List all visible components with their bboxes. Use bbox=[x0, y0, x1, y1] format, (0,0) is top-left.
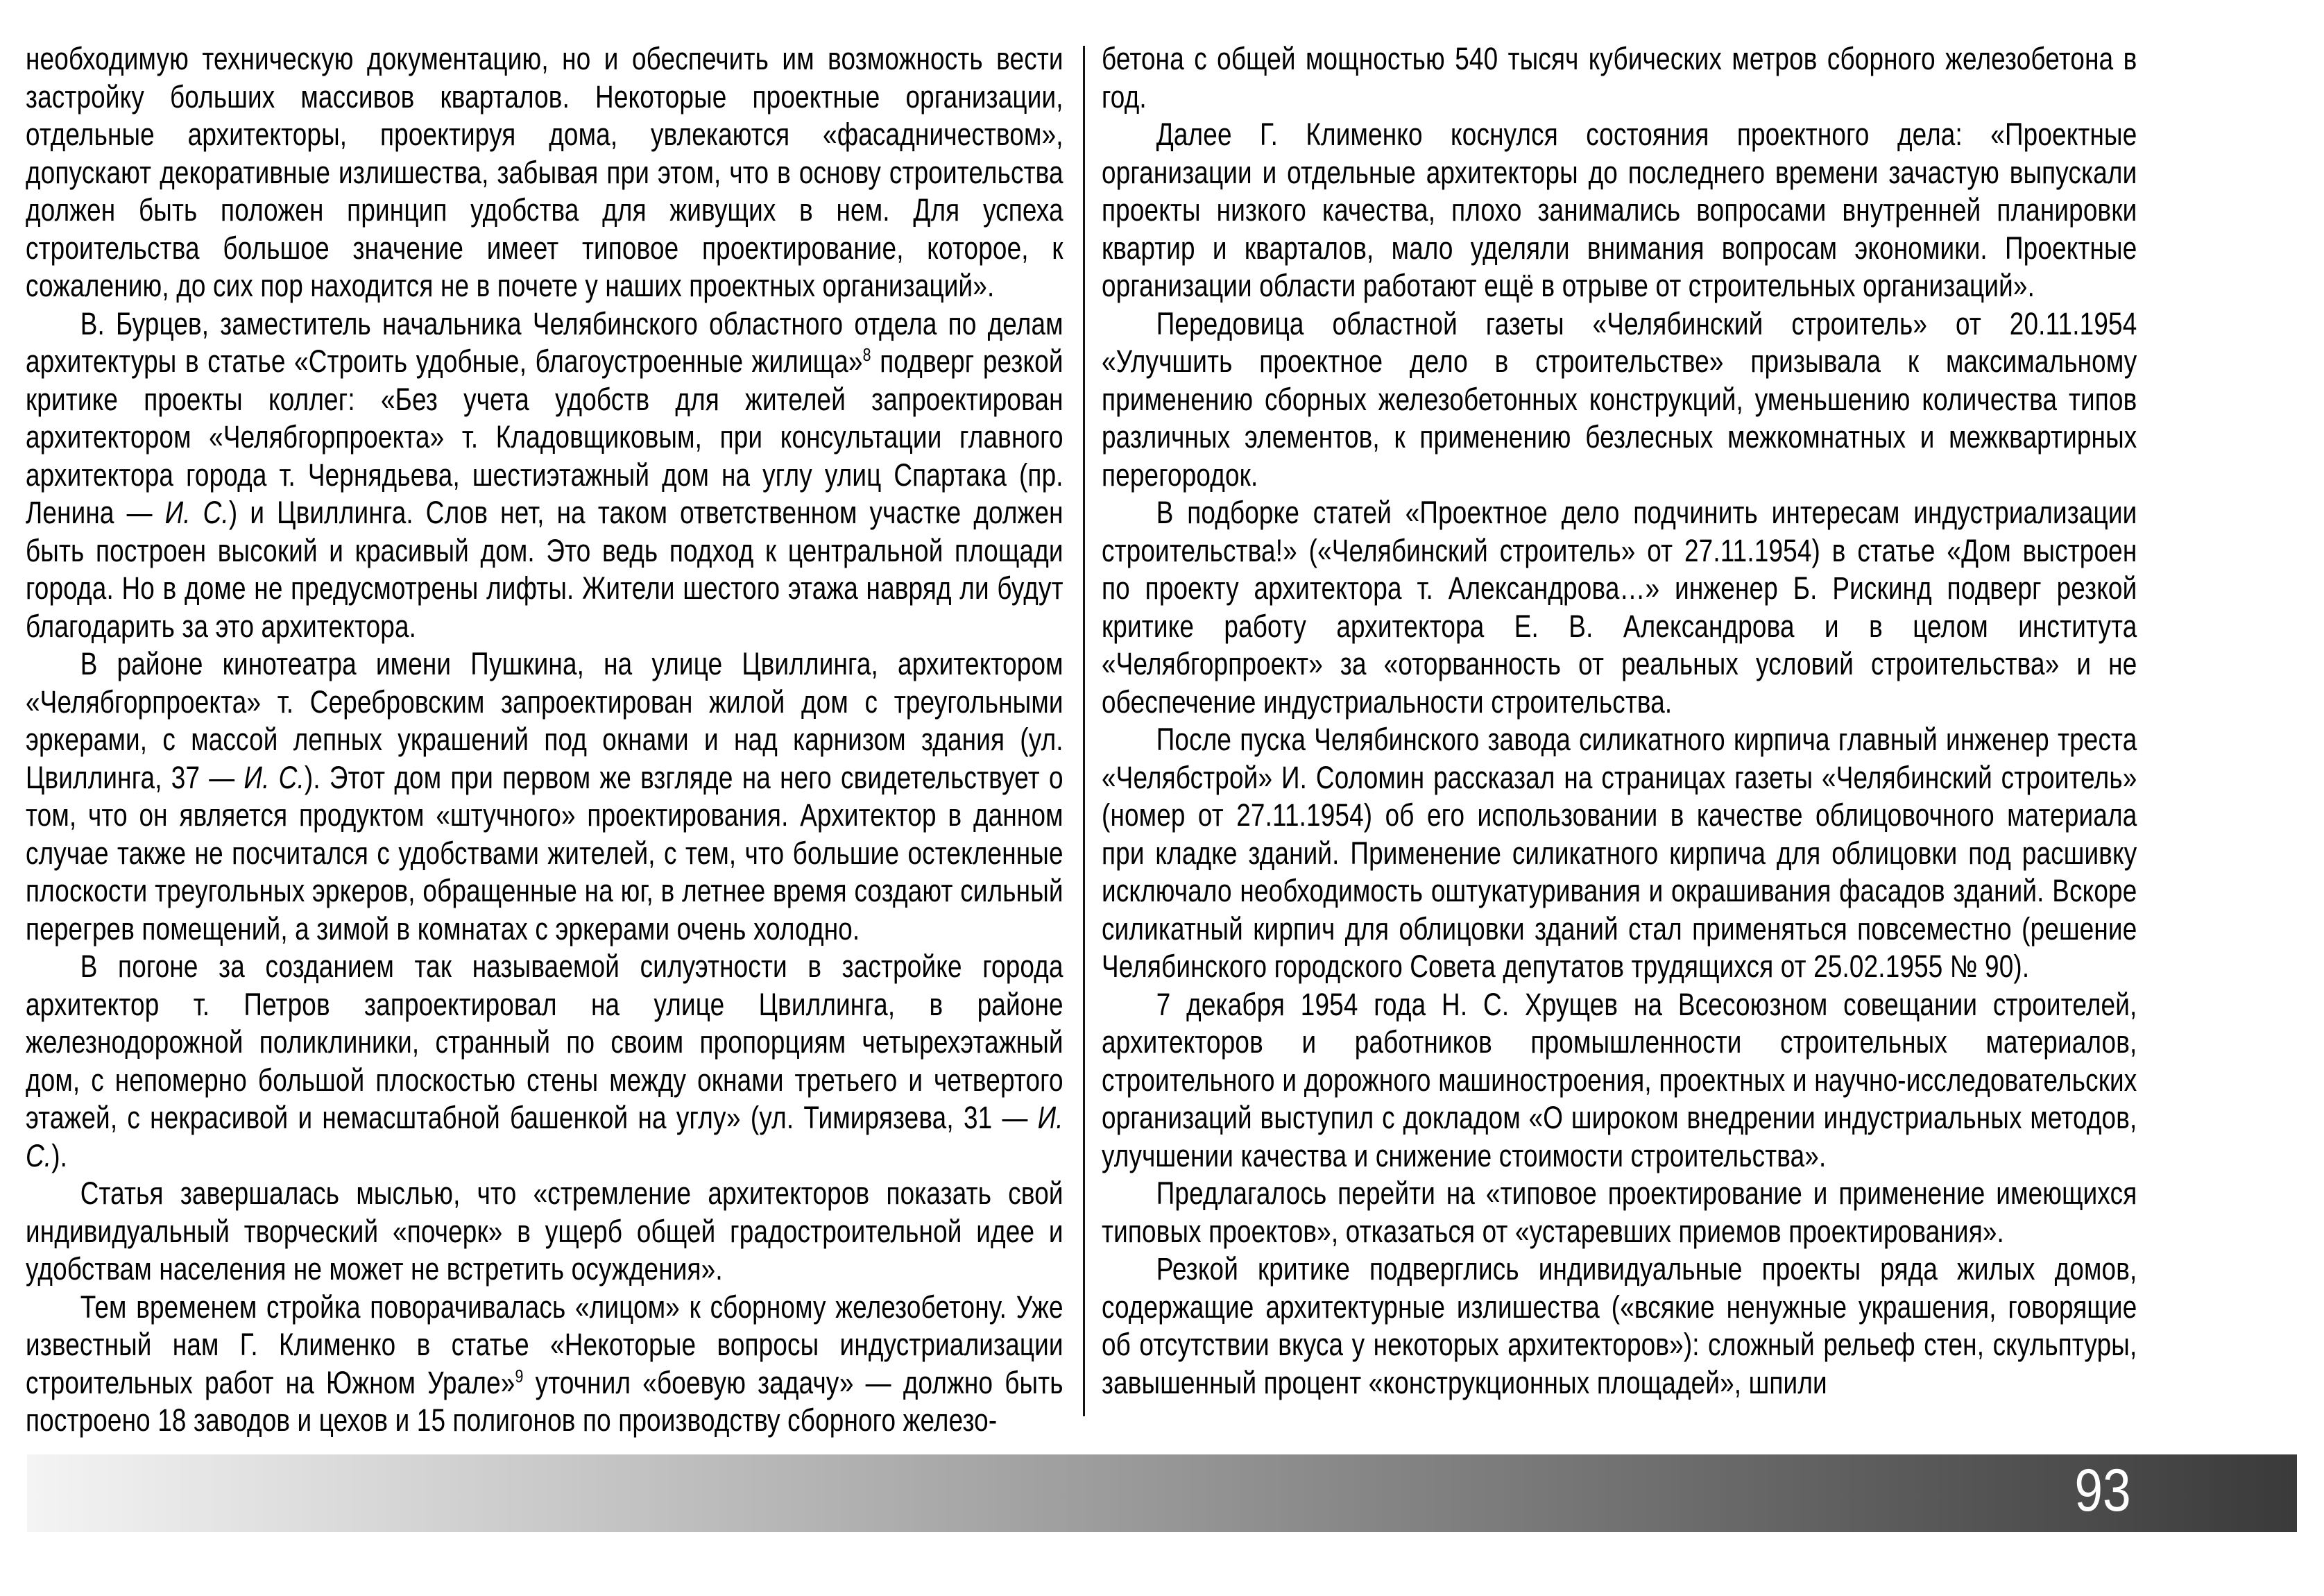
paragraph bbox=[1102, 40, 2137, 116]
page-number: 93 bbox=[2074, 1457, 2131, 1524]
paragraph bbox=[1102, 721, 2137, 986]
editorial-initials: И. С. bbox=[164, 495, 229, 530]
text-segment: Передовица областной газеты «Челябинский строитель» от 20.11.1954 «Улучшить проектное дело в строительстве» призывала к максимальному применению сборных железобетонных конструкций, уменьшению количества типов различных элементов, к применению безлесных межкомнатных и межквартирных перегородок. bbox=[1102, 305, 2137, 493]
text-segment: После пуска Челябинского завода силикатного кирпича главный инженер треста «Челябстрой» И. Соломин рассказал на страницах газеты «Челябинский строитель» (номер от 27.11.1954) об его использовании в качестве облицовочного материала при кладке зданий. Применение силикатного кирпича для облицовки под расшивку исключало необходимость оштукатуривания и окрашивания фасадов зданий. Вскоре силикатный кирпич для облицовки зданий стал применяться повсеместно (решение Челябинского городского Совета депутатов трудящихся от 25.02.1955 № 90). bbox=[1102, 722, 2137, 984]
text-segment: Тем временем стройка поворачивалась «лицом» к сборному железобетону. Уже известный нам Г. Клименко в статье «Некоторые вопросы индустриализации строительных работ на Южном Урале» bbox=[26, 1289, 1063, 1400]
text-segment: Резкой критике подверглись индивидуальные проекты ряда жилых домов, содержащие архитектурные излишества («всякие ненужные украшения, говорящие об отсутствии вкуса у некоторых архитекторов»): сложный рельеф стен, скульптуры, завышенный процент «конструкционных площадей», шпили bbox=[1102, 1251, 2137, 1400]
text-segment: необходимую техническую документацию, но и обеспечить им возможность вести застройку больших массивов кварталов. Некоторые проектные организации, отдельные архитекторы, проектируя дома, увлекаются «фасадничеством», допускают декоративные излишества, забывая при этом, что в основу строительства должен быть положен принцип удобства для живущих в нем. Для успеха строительства большое значение имеет типовое проектирование, которое, к сожалению, до сих пор находится не в почете у наших проектных организаций». bbox=[26, 41, 1063, 303]
paragraph bbox=[26, 1175, 1063, 1289]
text-segment: В районе кинотеатра имени Пушкина, на улице Цвиллинга, архитектором «Челябгорпроекта» т. Серебровским запроектирован жилой дом с треугольными эркерами, с массой лепных украшений под окнами и над карнизом здания (ул. Цвиллинга, 37 — bbox=[26, 646, 1063, 795]
paragraph bbox=[26, 948, 1063, 1175]
text-segment: уточнил «боевую задачу» — должно быть построено 18 заводов и цехов и 15 полигонов по производству сборного железо- bbox=[26, 1364, 1063, 1438]
text-segment: В подборке статей «Проектное дело подчинить интересам индустриализации строительства!» («Челябинский строитель» от 27.11.1954) в статье «Дом выстроен по проекту архитектора т. Александрова…» инженер Б. Рискинд подверг резкой критике работу архитектора Е. В. Александрова и в целом института «Челябгорпроект» за «оторванность от реальных условий строительства» и не обеспечение индустриальности строительства. bbox=[1102, 495, 2137, 720]
paragraph bbox=[26, 305, 1063, 646]
text-segment: подверг резкой критике проекты коллег: «Без учета удобств для жителей запроектирован архитектором «Челябгорпроекта» т. Кладовщиковым, при консультации главного архитектора города т. Чернядьева, шестиэтажный дом на углу улиц Спартака (пр. Ленина — bbox=[26, 343, 1063, 530]
text-segment: Далее Г. Клименко коснулся состояния проектного дела: «Проектные организации и отдельные архитекторы до последнего времени зачастую выпускали проекты низкого качества, плохо занимались вопросами внутренней планировки квартир и кварталов, мало уделяли внимания вопросам экономики. Проектные организации области работают ещё в отрыве от строительных организаций». bbox=[1102, 117, 2137, 303]
footnote-marker: 9 bbox=[515, 1365, 524, 1386]
left-column-text bbox=[26, 40, 1063, 1440]
paragraph bbox=[26, 645, 1063, 948]
column-divider-rule bbox=[1083, 46, 1085, 1416]
paragraph bbox=[1102, 116, 2137, 305]
text-segment: ) и Цвиллинга. Слов нет, на таком ответственном участке должен быть построен высокий и красивый дом. Это ведь подход к центральной площади города. Но в доме не предусмотрены лифты. Жители шестого этажа навряд ли будут благодарить за это архитектора. bbox=[26, 495, 1063, 644]
paragraph bbox=[1102, 305, 2137, 495]
editorial-initials: И. С. bbox=[26, 1100, 1063, 1173]
text-segment: Предлагалось перейти на «типовое проектирование и применение имеющихся типовых проектов», отказаться от «устаревших приемов проектирования». bbox=[1102, 1175, 2137, 1249]
text-segment: В погоне за созданием так называемой силуэтности в застройке города архитектор т. Петров запроектировал на улице Цвиллинга, в районе железнодорожной поликлиники, странный по своим пропорциям четырехэтажный дом, с непомерно большой плоскостью стены между окнами третьего и четвертого этажей, с некрасивой и немасштабной башенкой на углу» (ул. Тимирязева, 31 — bbox=[26, 949, 1063, 1135]
paragraph bbox=[1102, 1250, 2137, 1402]
footnote-marker: 8 bbox=[862, 344, 871, 365]
right-column-text bbox=[1102, 40, 2137, 1402]
paragraph bbox=[26, 1289, 1063, 1440]
left-text-column bbox=[26, 40, 1063, 1440]
editorial-initials: И. С. bbox=[243, 759, 305, 795]
text-segment: бетона с общей мощностью 540 тысяч кубических метров сборного железобетона в год. bbox=[1102, 41, 2137, 114]
paragraph bbox=[1102, 1175, 2137, 1250]
text-segment: ). Этот дом при первом же взгляде на него свидетельствует о том, что он является продуктом «штучного» проектирования. Архитектор в данном случае также не посчитался с удобствами жителей, с тем, что большие остекленные плоскости треугольных эркеров, обращенные на юг, в летнее время создают сильный перегрев помещений, а зимой в комнатах с эркерами очень холодно. bbox=[26, 759, 1063, 946]
text-segment: 7 декабря 1954 года Н. С. Хрущев на Всесоюзном совещании строителей, архитекторов и работников промышленности строительных материалов, строительного и дорожного машиностроения, проектных и научно-исследовательских организаций выступил с докладом «О широком внедрении индустриальных методов, улучшении качества и снижение стоимости строительства». bbox=[1102, 986, 2137, 1173]
text-segment: ). bbox=[51, 1137, 68, 1173]
footer-gradient-bar bbox=[27, 1454, 2297, 1532]
text-segment: Статья завершалась мыслью, что «стремление архитекторов показать свой индивидуальный творческий «почерк» в ущерб общей градостроительной идее и удобствам населения не может не встретить осуждения». bbox=[26, 1175, 1063, 1287]
text-segment: В. Бурцев, заместитель начальника Челябинского областного отдела по делам архитектуры в статье «Строить удобные, благоустроенные жилища» bbox=[26, 305, 1063, 379]
paragraph bbox=[1102, 494, 2137, 721]
right-text-column bbox=[1102, 40, 2137, 1402]
paragraph bbox=[26, 40, 1063, 305]
paragraph bbox=[1102, 986, 2137, 1175]
